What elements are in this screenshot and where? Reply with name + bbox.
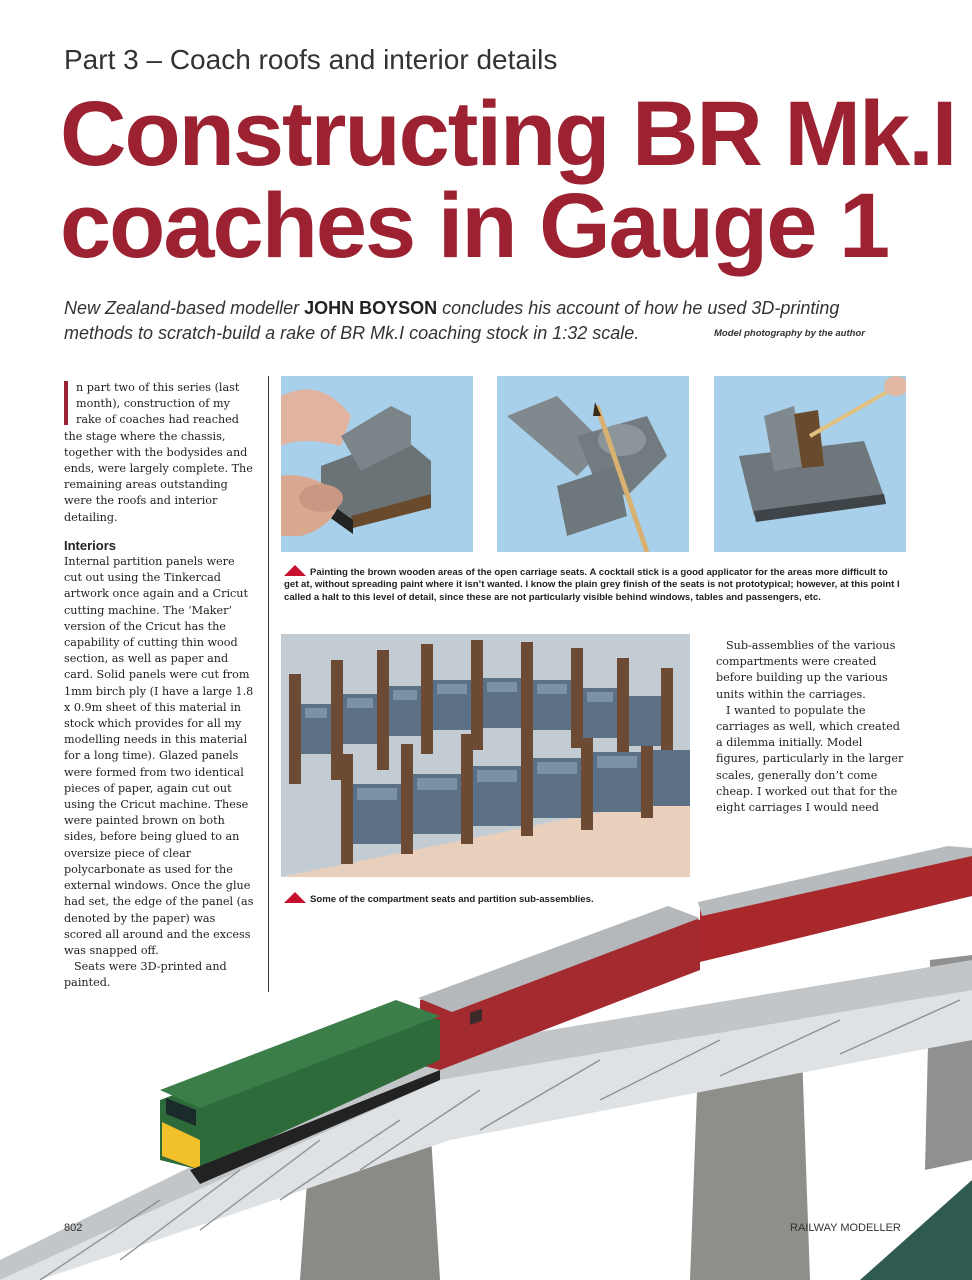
body-paragraph: Seats were 3D-printed and painted.	[64, 960, 227, 990]
photo-credit: Model photography by the author	[714, 328, 865, 339]
magazine-name: RAILWAY MODELLER	[790, 1222, 901, 1234]
kicker: Part 3 – Coach roofs and interior details	[64, 44, 558, 75]
caption-marker-icon	[284, 565, 306, 576]
standfirst-before: New Zealand-based modeller	[64, 298, 305, 318]
body-column-3	[716, 638, 906, 816]
title-line-2: coaches in Gauge 1	[60, 175, 889, 277]
author-name: JOHN BOYSON	[304, 298, 438, 318]
caption-seats-painting	[284, 565, 904, 604]
seat-stick-illustration	[497, 376, 689, 552]
body-paragraph: Internal partition panels were cut out using the Tinkercad artwork once again and a Cricut cutting machine. The ‘Maker’ version of the Cricut has the capability of cutting thin wood section, as well as paper and card. Solid panels were cut from 1mm birch ply (I have a large 1.8 x 0.9m sheet of this material in stock which provides for all my modelling needs in this material for a long time). Glazed panels were formed from two identical pieces of paper, again cut out using the Cricut machine. These were painted brown on both sides, before being glued to an oversize piece of clear polycarbonate as used for the external windows. Once the glue had set, the edge of the panel (as denoted by the paper) was scored all around and the excess was snapped off.	[64, 555, 254, 957]
title-line-1: Constructing BR Mk.I	[60, 83, 956, 185]
photo-seat-stick	[497, 376, 689, 552]
standfirst-after: concludes his account of how he used 3D-printing methods to scratch-build a rake of BR Mk.I coaching stock in 1:32 scale.	[64, 298, 840, 343]
subhead-interiors: Interiors	[64, 537, 117, 553]
train-viaduct-photo	[0, 840, 972, 1280]
intro-text: n part two of this series (last month), construction of my rake of coaches had reached the stage where the chassis, together with the bodysides and ends, were largely complete. The remaining areas outstanding were the roofs and interior detailing.	[64, 381, 253, 524]
body-paragraph: I wanted to populate the carriages as well, which created a dilemma initially. Model figures, particularly in the larger scales, generally don’t come cheap. I worked out that for the eight carriages I would need	[716, 703, 904, 815]
drop-cap-bar	[64, 381, 68, 425]
seat-held-illustration	[281, 376, 473, 552]
body-paragraph: Sub-assemblies of the various compartments were created before building up the various units within the carriages.	[716, 639, 896, 701]
photo-seat-held	[281, 376, 473, 552]
caption-text: Painting the brown wooden areas of the open carriage seats. A cocktail stick is a good applicator for the areas more difficult to get at, without spreading paint where it isn’t wanted. I know the plain grey finish of the seats is not prototypical; however, at this point I called a halt to this level of detail, since these are not particularly visible behind windows, tables and passengers, etc.	[284, 567, 900, 603]
photo-seat-brush	[714, 376, 906, 552]
page-title	[60, 83, 960, 277]
page-number: 802	[64, 1222, 83, 1234]
seat-brush-illustration	[714, 376, 906, 552]
train-viaduct-illustration	[0, 840, 972, 1280]
caption-text: Some of the compartment seats and partition sub-assemblies.	[310, 894, 594, 905]
intro-paragraph	[64, 380, 256, 526]
